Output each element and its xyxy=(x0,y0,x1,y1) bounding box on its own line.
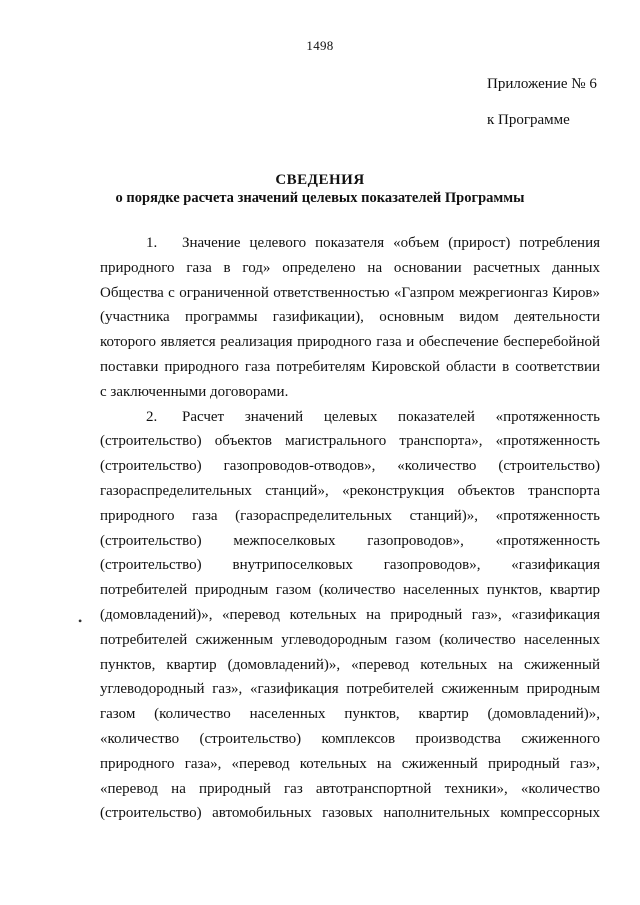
document-body xyxy=(100,231,600,826)
paragraph-2-line: (строительство) автомобильных газовых наполнительных компрессорных xyxy=(100,805,600,822)
paragraph-1-line: поставки природного газа потребителям Кировской области в соответствии xyxy=(100,358,600,375)
paragraph-1-line: которого является реализация природного газа и обеспечение бесперебойной xyxy=(100,334,600,351)
page-number: 1498 xyxy=(306,38,334,53)
document-subtitle: о порядке расчета значений целевых показателей Программы xyxy=(115,190,525,206)
paragraph-1-line: с заключенными договорами. xyxy=(100,383,289,400)
paragraph-number: 2. xyxy=(146,408,158,425)
paragraph-1-line: (участника программы газификации), основным видом деятельности xyxy=(100,309,600,326)
paragraph-2-line: газом (количество населенных пунктов, квартир (домовладений)», xyxy=(100,706,600,723)
paragraph-2-line: углеводородный газ», «газификация потребителей сжиженным природным xyxy=(100,681,600,698)
document-title: СВЕДЕНИЯ xyxy=(275,172,365,188)
paragraph-2-line: потребителей природным газом (количество населенных пунктов, квартир xyxy=(100,582,600,599)
paragraph-2-line: (строительство) объектов магистрального транспорта», «протяженность xyxy=(100,433,600,450)
paragraph-2-line: (строительство) межпоселковых газопроводов», «протяженность xyxy=(100,532,600,549)
paragraph-2-line xyxy=(100,405,600,430)
paragraph-2-line: (домовладений)», «перевод котельных на природный газ», «газификация xyxy=(100,606,600,623)
paragraph-2-line: «перевод на природный газ автотранспортной техники», «количество xyxy=(100,780,600,797)
paragraph-2-line: газораспределительных станций», «реконструкция объектов транспорта xyxy=(100,482,600,499)
paragraph-1-line: Общества с ограниченной ответственностью «Газпром межрегионгаз Киров» xyxy=(100,284,600,301)
annex-label: Приложение № 6 xyxy=(487,76,597,92)
paragraph-2-line: природного газа (газораспределительных станций)», «протяженность xyxy=(100,507,600,524)
scan-mark-icon: • xyxy=(78,614,83,628)
paragraph-2-line: (строительство) внутрипоселковых газопроводов», «газификация xyxy=(100,557,600,574)
paragraph-1-line: природного газа в год» определено на основании расчетных данных xyxy=(100,259,600,276)
paragraph-2-line: потребителей сжиженным углеводородным газом (количество населенных xyxy=(100,631,600,648)
annex-reference: к Программе xyxy=(487,112,570,128)
paragraph-2-line: природного газа», «перевод котельных на сжиженный природный газ», xyxy=(100,755,600,772)
paragraph-2-line: пунктов, квартир (домовладений)», «перевод котельных на сжиженный xyxy=(100,656,600,673)
paragraph-text: Значение целевого показателя «объем (прирост) потребления xyxy=(182,235,600,251)
paragraph-2-line: «количество (строительство) комплексов производства сжиженного xyxy=(100,730,600,747)
paragraph-text: Расчет значений целевых показателей «протяженность xyxy=(182,408,600,425)
paragraph-1-line xyxy=(100,231,600,256)
paragraph-2-line: (строительство) газопроводов-отводов», «количество (строительство) xyxy=(100,458,600,475)
paragraph-number: 1. xyxy=(146,235,158,251)
